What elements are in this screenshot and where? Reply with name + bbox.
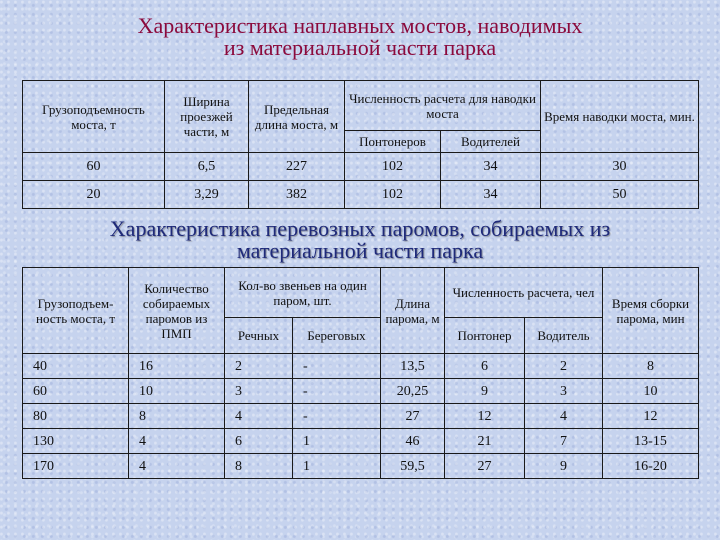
table-row [23,404,699,429]
table-cell: 4 [225,404,293,429]
table-row [23,379,699,404]
table-cell: 12 [445,404,525,429]
table-cell: 27 [445,454,525,479]
header-length: Длина парома, м [381,268,445,354]
table-cell: - [293,404,381,429]
table-cell: 40 [23,354,129,379]
table-cell: 12 [603,404,699,429]
table-cell: 6 [445,354,525,379]
ferries-title [0,218,720,262]
table-cell: 10 [603,379,699,404]
table-cell: - [293,354,381,379]
table-cell: 80 [23,404,129,429]
table-cell: 1 [293,429,381,454]
table-cell: - [293,379,381,404]
table-cell: 8 [225,454,293,479]
table-cell: 34 [441,181,541,209]
table-cell: 102 [345,153,441,181]
table-cell: 7 [525,429,603,454]
header-time: Время сборки парома, мин [603,268,699,354]
header-pontoneer: Понтонер [445,318,525,354]
bridges-table [22,80,699,209]
table-cell: 3,29 [165,181,249,209]
table-cell: 34 [441,153,541,181]
table-cell: 2 [225,354,293,379]
header-count: Количество собираемых паромов из ПМП [129,268,225,354]
table-cell: 13-15 [603,429,699,454]
table-cell: 59,5 [381,454,445,479]
table-cell: 130 [23,429,129,454]
header-crew: Численность расчета для наводки моста [345,81,541,131]
table-cell: 60 [23,379,129,404]
header-shore: Береговых [293,318,381,354]
table-cell: 20 [23,181,165,209]
table-cell: 1 [293,454,381,479]
table-cell: 30 [541,153,699,181]
table-cell: 20,25 [381,379,445,404]
table-row [23,153,699,181]
header-river: Речных [225,318,293,354]
header-capacity: Грузоподъемность моста, т [23,81,165,153]
table-cell: 2 [525,354,603,379]
table-row [23,181,699,209]
table-cell: 9 [525,454,603,479]
table-cell: 8 [129,404,225,429]
table-cell: 4 [525,404,603,429]
table-cell: 50 [541,181,699,209]
bridges-title-line2: из материальной части парка [223,35,497,60]
header-links: Кол-во звеньев на один паром, шт. [225,268,381,318]
table-cell: 227 [249,153,345,181]
table-cell: 102 [345,181,441,209]
table-cell: 4 [129,429,225,454]
table-cell: 3 [525,379,603,404]
header-pontoneers: Понтонеров [345,131,441,153]
table-cell: 3 [225,379,293,404]
header-capacity: Грузоподъем-ность моста, т [23,268,129,354]
ferries-title-line1: Характеристика перевозных паромов, собираемых из [109,216,611,241]
table-cell: 21 [445,429,525,454]
header-driver: Водитель [525,318,603,354]
header-drivers: Водителей [441,131,541,153]
table-cell: 16-20 [603,454,699,479]
table-cell: 27 [381,404,445,429]
table-cell: 6,5 [165,153,249,181]
table-cell: 9 [445,379,525,404]
bridges-title-line1: Характеристика наплавных мостов, наводимых [137,13,583,38]
table-cell: 16 [129,354,225,379]
table-cell: 13,5 [381,354,445,379]
table-cell: 46 [381,429,445,454]
table-cell: 170 [23,454,129,479]
table-cell: 8 [603,354,699,379]
bridges-title [0,15,720,59]
ferries-title-line2: материальной части парка [236,238,484,263]
table-cell: 4 [129,454,225,479]
table-cell: 382 [249,181,345,209]
table-row [23,454,699,479]
table-cell: 60 [23,153,165,181]
ferries-table [22,267,699,479]
header-max-length: Предельная длина моста, м [249,81,345,153]
table-row [23,354,699,379]
table-cell: 10 [129,379,225,404]
header-width: Ширина проезжей части, м [165,81,249,153]
header-time: Время наводки моста, мин. [541,81,699,153]
header-crew: Численность расчета, чел [445,268,603,318]
table-row [23,429,699,454]
table-cell: 6 [225,429,293,454]
